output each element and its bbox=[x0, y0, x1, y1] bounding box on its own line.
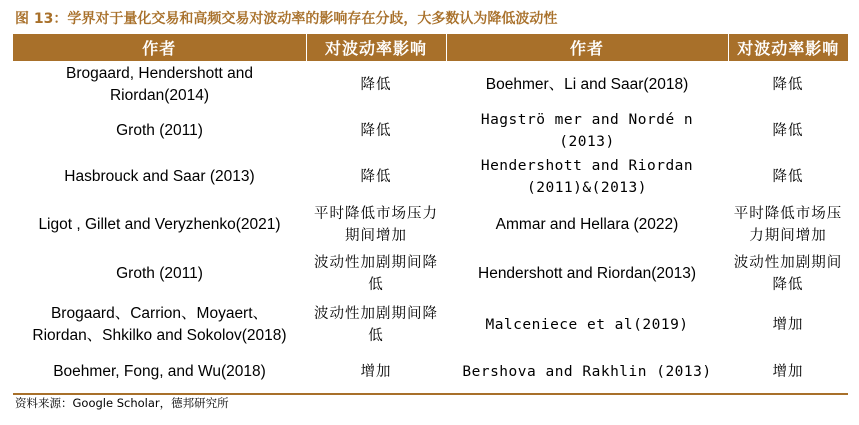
impact-cell: 降低 bbox=[772, 123, 804, 139]
author-cell: Hagströ mer and Nordé n (2013) bbox=[480, 112, 694, 150]
author-cell: Hasbrouck and Saar (2013) bbox=[64, 167, 255, 185]
author-cell: Groth (2011) bbox=[116, 122, 203, 139]
impact-cell: 降低 bbox=[772, 77, 804, 93]
impact-cell: 增加 bbox=[728, 351, 848, 394]
author-cell: Brogaard, Hendershott and Riordan(2014) bbox=[66, 65, 253, 104]
source-note: 资料来源：Google Scholar，德邦研究所 bbox=[15, 396, 229, 410]
table-row bbox=[13, 153, 848, 200]
impact-cell: 降低 bbox=[772, 168, 804, 185]
table-row bbox=[13, 109, 848, 153]
figure-title: 图 13：学界对于量化交易和高频交易对波动率的影响存在分歧，大多数认为降低波动性 bbox=[15, 11, 558, 27]
table-row bbox=[13, 351, 848, 394]
volatility-impact-table bbox=[13, 34, 848, 395]
table-row bbox=[13, 200, 848, 249]
impact-cell: 波动性加剧期间降低 bbox=[314, 306, 438, 344]
author-cell: Bershova and Rakhlin (2013) bbox=[446, 351, 728, 394]
author-cell: Ligot , Gillet and Veryzhenko(2021) bbox=[38, 215, 281, 233]
header-impact-right: 对波动率影响 bbox=[728, 34, 848, 61]
impact-cell: 平时降低市场压力期间增加 bbox=[733, 205, 843, 244]
header-impact-left: 对波动率影响 bbox=[306, 34, 446, 61]
impact-cell: 增加 bbox=[772, 317, 804, 333]
author-cell: Ammar and Hellara (2022) bbox=[495, 215, 679, 233]
impact-cell: 降低 bbox=[360, 123, 392, 139]
impact-cell: 降低 bbox=[360, 168, 392, 185]
impact-cell: 平时降低市场压力期间增加 bbox=[314, 205, 438, 244]
impact-cell: 波动性加剧期间降低 bbox=[733, 255, 843, 293]
impact-cell: 波动性加剧期间降低 bbox=[314, 255, 438, 293]
impact-cell: 降低 bbox=[360, 77, 392, 93]
author-cell: Boehmer、Li and Saar(2018) bbox=[485, 76, 689, 93]
table-row bbox=[13, 61, 848, 109]
author-cell: Hendershott and Riordan(2013) bbox=[478, 265, 696, 282]
table-row bbox=[13, 249, 848, 299]
author-cell: Malceniece et al(2019) bbox=[485, 317, 689, 333]
author-cell: Groth (2011) bbox=[116, 265, 203, 282]
impact-cell: 增加 bbox=[306, 351, 446, 394]
table-row bbox=[13, 299, 848, 351]
header-author-left: 作者 bbox=[13, 34, 306, 61]
author-cell: Hendershott and Riordan (2011)&(2013) bbox=[480, 157, 694, 196]
author-cell: Boehmer, Fong, and Wu(2018) bbox=[13, 351, 306, 394]
header-author-right: 作者 bbox=[446, 34, 728, 61]
author-cell: Brogaard、Carrion、Moyaert、Riordan、Shkilko and Sokolov(2018) bbox=[32, 305, 287, 344]
table-header-row bbox=[13, 34, 848, 61]
